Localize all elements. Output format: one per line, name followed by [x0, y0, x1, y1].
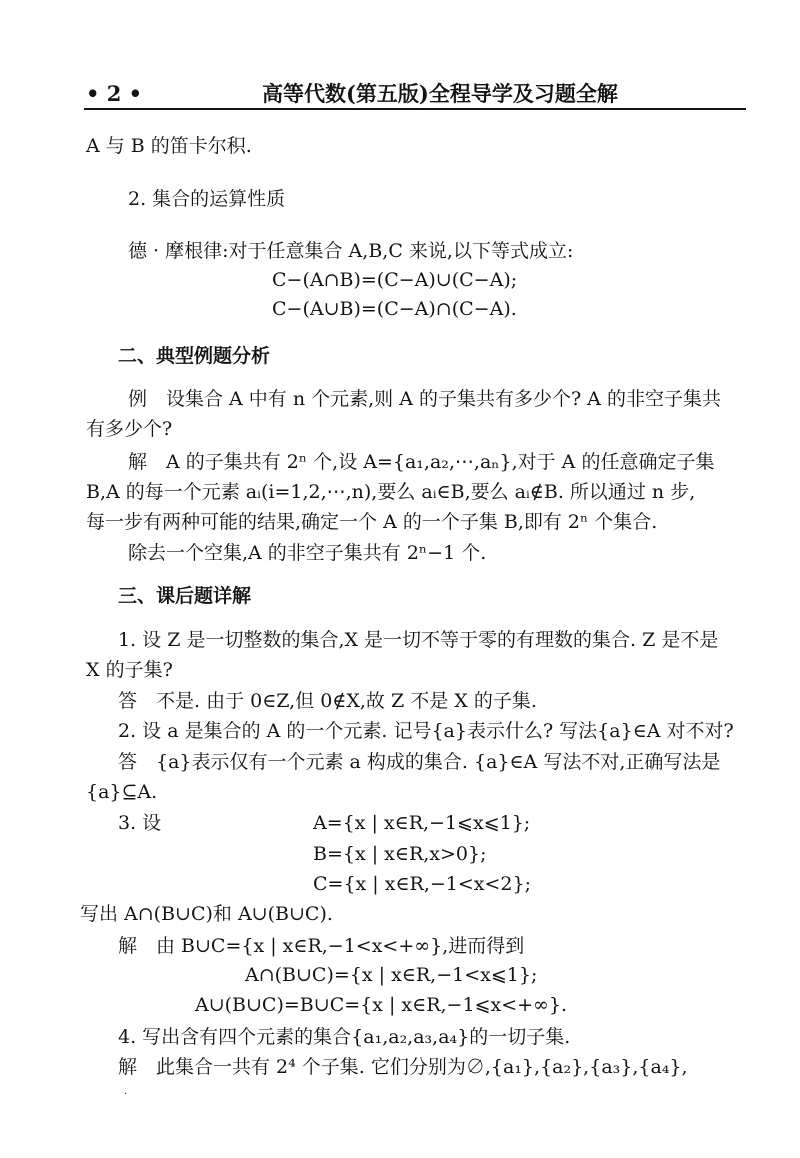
text-line: 1. 设 Z 是一切整数的集合,X 是一切不等于零的有理数的集合. Z 是不是: [118, 629, 719, 651]
formula-line: C−(A∪B)=(C−A)∩(C−A).: [272, 298, 517, 320]
text-line: 写出 A∩(B∪C)和 A∪(B∪C).: [80, 903, 333, 925]
header-rule: [84, 108, 746, 110]
text-line: {a}⊆A.: [86, 781, 158, 803]
text-line: B,A 的每一个元素 aᵢ(i=1,2,⋯,n),要么 aᵢ∈B,要么 aᵢ∉B. 所以通过 n 步,: [86, 481, 696, 503]
problem-label: 3. 设: [118, 812, 162, 834]
page-number: • 2 •: [86, 81, 143, 106]
text-line: 答 {a}表示仅有一个元素 a 构成的集合. {a}∈A 写法不对,正确写法是: [118, 751, 721, 773]
formula-line: B={x | x∈R,x>0};: [313, 843, 487, 865]
book-title: 高等代数(第五版)全程导学及习题全解: [262, 81, 618, 106]
text-line: 解 由 B∪C={x | x∈R,−1<x<+∞},进而得到: [118, 935, 525, 957]
text-line: 有多少个?: [86, 418, 173, 440]
formula-line: C={x | x∈R,−1<x<2};: [313, 873, 532, 895]
text-line: 解 此集合一共有 2⁴ 个子集. 它们分别为∅,{a₁},{a₂},{a₃},{a₄},: [118, 1056, 688, 1078]
text-line: 除去一个空集,A 的非空子集共有 2ⁿ−1 个.: [128, 542, 487, 564]
text-line: 例 设集合 A 中有 n 个元素,则 A 的子集共有多少个? A 的非空子集共: [128, 388, 721, 410]
subsection-heading: 2. 集合的运算性质: [128, 188, 286, 210]
text-line: 答 不是. 由于 0∈Z,但 0∉X,故 Z 不是 X 的子集.: [118, 690, 537, 712]
formula-line: A∩(B∪C)={x | x∈R,−1<x⩽1};: [245, 964, 538, 986]
text-line: 德 · 摩根律:对于任意集合 A,B,C 来说,以下等式成立:: [128, 240, 574, 262]
stray-dot: .: [124, 1086, 128, 1097]
text-line: A 与 B 的笛卡尔积.: [86, 135, 252, 157]
text-line: X 的子集?: [86, 659, 173, 681]
section-heading: 二、典型例题分析: [118, 345, 271, 367]
text-line: 2. 设 a 是集合的 A 的一个元素. 记号{a}表示什么? 写法{a}∈A 对不对?: [118, 720, 734, 742]
text-line: 解 A 的子集共有 2ⁿ 个,设 A={a₁,a₂,⋯,aₙ},对于 A 的任意确定子集: [128, 451, 715, 473]
formula-line: A∪(B∪C)=B∪C={x | x∈R,−1⩽x<+∞}.: [195, 994, 567, 1016]
formula-line: C−(A∩B)=(C−A)∪(C−A);: [272, 269, 518, 291]
section-heading: 三、课后题详解: [118, 585, 252, 607]
formula-line: A={x | x∈R,−1⩽x⩽1};: [313, 812, 531, 834]
text-line: 每一步有两种可能的结果,确定一个 A 的一个子集 B,即有 2ⁿ 个集合.: [86, 511, 658, 533]
text-line: 4. 写出含有四个元素的集合{a₁,a₂,a₃,a₄}的一切子集.: [118, 1026, 571, 1048]
